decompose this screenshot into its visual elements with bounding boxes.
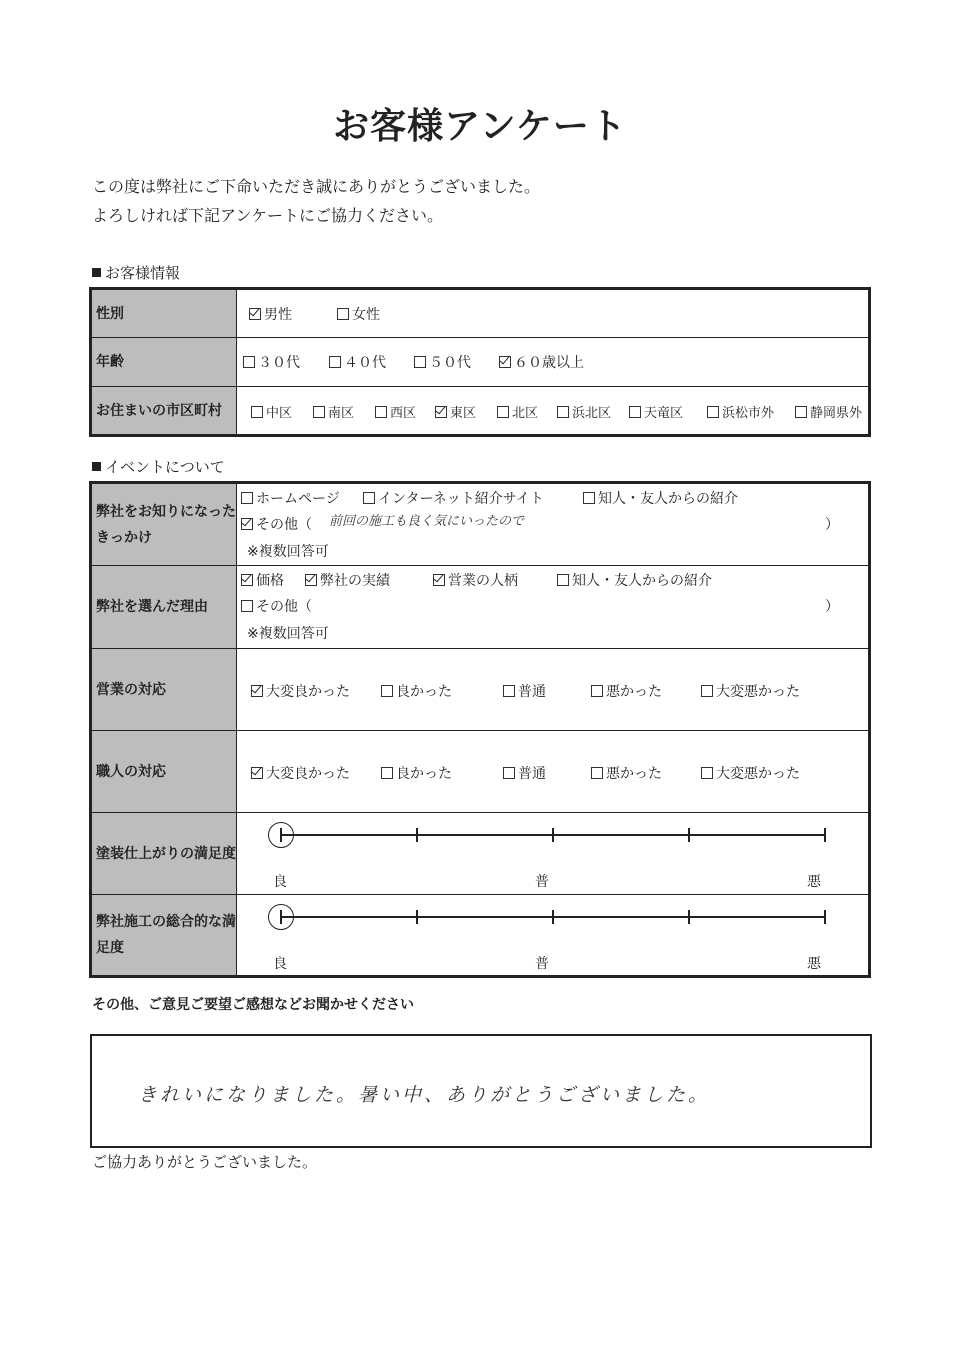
trigger-label: 弊社をお知りになったきっかけ bbox=[91, 483, 237, 566]
section-customer-heading: お客様情報 bbox=[92, 262, 180, 283]
area-option-nishi[interactable]: 西区 bbox=[375, 402, 416, 421]
age-option-60plus[interactable]: ６０歳以上 bbox=[499, 352, 584, 372]
scale-tick[interactable] bbox=[688, 910, 690, 924]
gender-options bbox=[237, 289, 870, 338]
reason-option-other[interactable]: その他（ bbox=[241, 596, 312, 616]
scale-tick[interactable] bbox=[416, 828, 418, 842]
checkbox-icon[interactable] bbox=[591, 685, 603, 697]
area-option-hamakita[interactable]: 浜北区 bbox=[557, 402, 611, 421]
reason-option-referral[interactable]: 知人・友人からの紹介 bbox=[557, 570, 712, 590]
scale-tick[interactable] bbox=[824, 910, 826, 924]
checkbox-icon[interactable] bbox=[251, 406, 263, 418]
comment-box[interactable] bbox=[90, 1034, 872, 1148]
area-options bbox=[237, 387, 870, 436]
craftsman-label: 職人の対応 bbox=[91, 731, 237, 813]
checkbox-icon[interactable] bbox=[241, 600, 253, 612]
checkbox-icon[interactable] bbox=[375, 406, 387, 418]
footer-thanks: ご協力ありがとうございました。 bbox=[92, 1153, 318, 1171]
reason-option-personality[interactable]: 営業の人柄 bbox=[433, 570, 518, 590]
scale-tick[interactable] bbox=[416, 910, 418, 924]
intro-line-1: この度は弊社にご下命いただき誠にありがとうございました。 bbox=[92, 177, 541, 196]
sales-option-very-good[interactable]: 大変良かった bbox=[251, 681, 350, 701]
paint-satisfaction-scale[interactable] bbox=[237, 813, 870, 895]
sales-label: 営業の対応 bbox=[91, 649, 237, 731]
checkbox-icon[interactable] bbox=[503, 685, 515, 697]
checkbox-icon[interactable] bbox=[414, 356, 426, 368]
scale-label-bad: 悪 bbox=[807, 874, 821, 890]
checkbox-checked-icon[interactable] bbox=[305, 574, 317, 586]
area-label: お住まいの市区町村 bbox=[91, 387, 237, 436]
trigger-note: ※複数回答可 bbox=[247, 544, 329, 560]
checkbox-icon[interactable] bbox=[241, 492, 253, 504]
reason-other-close: ） bbox=[825, 599, 839, 615]
checkbox-icon[interactable] bbox=[707, 406, 719, 418]
area-option-naka[interactable]: 中区 bbox=[251, 402, 292, 421]
square-bullet-icon bbox=[92, 268, 101, 277]
craftsman-option-very-bad[interactable]: 大変悪かった bbox=[701, 763, 800, 783]
craftsman-option-good[interactable]: 良かった bbox=[381, 763, 452, 783]
checkbox-checked-icon[interactable] bbox=[251, 767, 263, 779]
trigger-option-internet[interactable]: インターネット紹介サイト bbox=[363, 488, 544, 508]
checkbox-checked-icon[interactable] bbox=[241, 518, 253, 530]
reason-note: ※複数回答可 bbox=[247, 626, 329, 642]
reason-options bbox=[237, 566, 870, 649]
checkbox-checked-icon[interactable] bbox=[433, 574, 445, 586]
sales-option-bad[interactable]: 悪かった bbox=[591, 681, 662, 701]
sales-option-normal[interactable]: 普通 bbox=[503, 681, 546, 701]
overall-satisfaction-scale[interactable] bbox=[237, 895, 870, 977]
area-option-outside-pref[interactable]: 静岡県外 bbox=[795, 402, 862, 421]
scale-label-good: 良 bbox=[273, 956, 287, 972]
age-label: 年齢 bbox=[91, 338, 237, 387]
reason-label: 弊社を選んだ理由 bbox=[91, 566, 237, 649]
reason-option-record[interactable]: 弊社の実績 bbox=[305, 570, 390, 590]
checkbox-icon[interactable] bbox=[701, 685, 713, 697]
craftsman-option-very-good[interactable]: 大変良かった bbox=[251, 763, 350, 783]
scale-label-normal: 普 bbox=[535, 874, 549, 890]
age-options bbox=[237, 338, 870, 387]
scale-tick[interactable] bbox=[688, 828, 690, 842]
checkbox-icon[interactable] bbox=[313, 406, 325, 418]
square-bullet-icon bbox=[92, 462, 101, 471]
sales-options bbox=[237, 649, 870, 731]
age-option-40s[interactable]: ４０代 bbox=[329, 352, 386, 372]
area-option-higashi[interactable]: 東区 bbox=[435, 402, 476, 421]
comment-heading: その他、ご意見ご要望ご感想などお聞かせください bbox=[92, 997, 414, 1013]
checkbox-icon[interactable] bbox=[583, 492, 595, 504]
checkbox-checked-icon[interactable] bbox=[435, 406, 447, 418]
area-option-tenryu[interactable]: 天竜区 bbox=[629, 402, 683, 421]
checkbox-icon[interactable] bbox=[329, 356, 341, 368]
scale-tick[interactable] bbox=[552, 828, 554, 842]
trigger-options bbox=[237, 483, 870, 566]
checkbox-icon[interactable] bbox=[503, 767, 515, 779]
customer-info-table bbox=[89, 287, 871, 437]
checkbox-icon[interactable] bbox=[591, 767, 603, 779]
scale-tick[interactable] bbox=[824, 828, 826, 842]
area-option-outside-city[interactable]: 浜松市外 bbox=[707, 402, 774, 421]
age-option-50s[interactable]: ５０代 bbox=[414, 352, 471, 372]
sales-option-very-bad[interactable]: 大変悪かった bbox=[701, 681, 800, 701]
checkbox-checked-icon[interactable] bbox=[249, 308, 261, 320]
selected-circle-mark bbox=[268, 822, 294, 848]
checkbox-checked-icon[interactable] bbox=[251, 685, 263, 697]
scale-tick[interactable] bbox=[552, 910, 554, 924]
checkbox-icon[interactable] bbox=[381, 767, 393, 779]
trigger-option-other[interactable]: その他（ bbox=[241, 514, 312, 534]
event-table bbox=[89, 481, 871, 978]
checkbox-icon[interactable] bbox=[381, 685, 393, 697]
selected-circle-mark bbox=[268, 904, 294, 930]
craftsman-options bbox=[237, 731, 870, 813]
gender-option-female[interactable]: 女性 bbox=[337, 304, 380, 324]
gender-option-male[interactable]: 男性 bbox=[249, 304, 292, 324]
trigger-other-handwritten: 前回の施工も良く気にいったので bbox=[329, 514, 525, 529]
sales-option-good[interactable]: 良かった bbox=[381, 681, 452, 701]
age-option-30s[interactable]: ３０代 bbox=[243, 352, 300, 372]
checkbox-icon[interactable] bbox=[557, 574, 569, 586]
checkbox-icon[interactable] bbox=[337, 308, 349, 320]
checkbox-icon[interactable] bbox=[795, 406, 807, 418]
checkbox-icon[interactable] bbox=[243, 356, 255, 368]
craftsman-option-bad[interactable]: 悪かった bbox=[591, 763, 662, 783]
page-title: お客様アンケート bbox=[333, 106, 627, 147]
checkbox-icon[interactable] bbox=[557, 406, 569, 418]
gender-label: 性別 bbox=[91, 289, 237, 338]
checkbox-checked-icon[interactable] bbox=[241, 574, 253, 586]
trigger-other-close: ） bbox=[825, 517, 839, 533]
craftsman-option-normal[interactable]: 普通 bbox=[503, 763, 546, 783]
comment-handwritten: きれいになりました。暑い中、ありがとうございました。 bbox=[138, 1084, 711, 1106]
section-event-heading: イベントについて bbox=[92, 456, 225, 477]
checkbox-icon[interactable] bbox=[497, 406, 509, 418]
checkbox-icon[interactable] bbox=[629, 406, 641, 418]
area-option-minami[interactable]: 南区 bbox=[313, 402, 354, 421]
checkbox-checked-icon[interactable] bbox=[499, 356, 511, 368]
intro-line-2: よろしければ下記アンケートにご協力ください。 bbox=[92, 206, 444, 225]
checkbox-icon[interactable] bbox=[701, 767, 713, 779]
overall-satisfaction-label: 弊社施工の総合的な満足度 bbox=[91, 895, 237, 977]
paint-satisfaction-label: 塗装仕上がりの満足度 bbox=[91, 813, 237, 895]
scale-label-good: 良 bbox=[273, 874, 287, 890]
reason-option-price[interactable]: 価格 bbox=[241, 570, 284, 590]
trigger-option-referral[interactable]: 知人・友人からの紹介 bbox=[583, 488, 738, 508]
checkbox-icon[interactable] bbox=[363, 492, 375, 504]
scale-label-bad: 悪 bbox=[807, 956, 821, 972]
scale-label-normal: 普 bbox=[535, 956, 549, 972]
trigger-option-homepage[interactable]: ホームページ bbox=[241, 488, 340, 508]
area-option-kita[interactable]: 北区 bbox=[497, 402, 538, 421]
